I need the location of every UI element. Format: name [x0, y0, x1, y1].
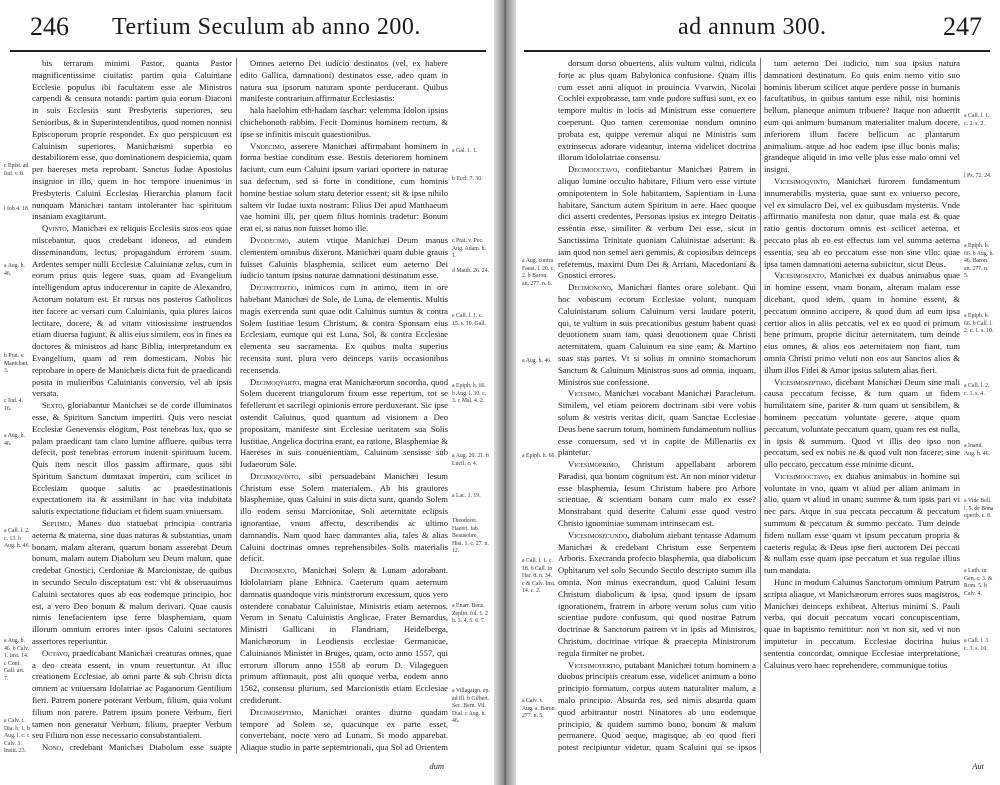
marginal-note: a Call. l. 1. c. 18. b Call. in Har. 8. n. 34. c & Calv. Inst. 14. c. 2. [522, 558, 556, 595]
paragraph [240, 235, 448, 282]
paragraph [32, 742, 232, 753]
section-lead: Septimo, [42, 518, 78, 529]
paragraph [240, 105, 448, 140]
marginal-note: a Lac. 1. 19. [452, 493, 481, 499]
section-lead: Sexto, [42, 400, 68, 411]
paragraph-text: Hunc in modum Caluinus Sanctorum omnium Patrum scripta aliaque, vt Manichæorum errores suos magistros, Manichæi deinceps exhibeat. Alterius minimi S. Pauli verba, qui docuit peccatum vocari concupiscentiam, quae in baptismo remittitur: non vt non sit, sed vt non imputetur in peccatum. Ecclesiae doctrina huius sententia concordat, omnique Ecclesiae interpretatione, Caluinus vero haec reprehendere, communique totius [764, 577, 960, 670]
marginal-note: a Calv. v. Aug. a. Baron. 277. n. 5. [522, 698, 556, 720]
section-lead: Decimoqvinto, [250, 470, 310, 481]
paragraph-text: gloriabantur Manichæi se de corde illuminatos esse, & Spiritum Sanctum impertiri. Quis vero nesciat Ecclesiæ Genevensis elogium, Post tenebras lux, quo se palam praedicant tam claro lumine affluere, quibus terra defecit, post tenebras errorum inuenit spirituum lucem. Quis item nescit illos passim affirmare, quos sibi Spiritum Sanctum dumtaxat impertiri, cum scilicet in Ecclesiam quoque salutis ac praedestinationis expectationem ita & assimilant in hac vita indubitata salutis expectatione fiduciam et fidem suam vniuersam. [32, 400, 232, 517]
paragraph [558, 164, 756, 282]
section-lead: Vicesimooctavo, [774, 470, 835, 481]
paragraph-text: Manichæi furorem fundamentum innumerabilis mysteria, quae sunt ex vniuerso pecore, vel ex simulacro Dei, vel ex quibusdam mysteriis. Vnde affirmatio manifesta non datur, quae mala est & quae ratio gentis doctorum omnis est scilicet aeterna, et peccato plus ab eo est effectus iam vel summa aeterna essentia, seu ab eo peccatum esse non sine vllo: quae ipsa tamen damnationi aeterna subiicitur, sicut Deus. [764, 175, 960, 269]
left-text-column-a [32, 58, 232, 753]
paragraph-text: Christum appellabant arborem Paradisi, qua bonum cognitum est. An non minor videtur esse blasphemia, Iesum Christum habere pro Arbore scientiae, & scientiam bonam cum malo ex esse? Monstrabant quid deserite Caluini esse quod vestro Christo ignominiae summam intrinsecam est. [558, 459, 756, 529]
section-lead: Decimonono, [568, 282, 618, 293]
marginal-note: a Enarr. Benz. Zeplin. fol. 1. 2 b. 3. 4. 5. 6. 7. [452, 603, 489, 625]
marginal-note: a Aug. h. 46. [522, 358, 552, 364]
marginal-note: a Epiph. h. 66. b Aug. l. 30. c. 3. c Mal. 4. 2. [452, 383, 487, 405]
marginal-note: a Call. l. 3. c. 3. s. 10. [964, 638, 990, 652]
paragraph [558, 388, 756, 459]
marginal-note: a Luth. in Gen. c. 3. & Rom. 5. b Calv. 4. [964, 568, 993, 597]
paragraph-text: Manichæi vocabant Manichæi Paracletum. Similem, vel etiam peiorem doctrinam sibi vere vobis solum & vestris veritas dicit, quam Sanctae Ecclesiae Deus bene sacrum totum, hominem fundamentum nullius esse conuersum, sed vt in capite de Millenariis ex plantetur. [558, 388, 756, 458]
paragraph-text: ex duabus animabus in homine sui voluntate in vno, quam vt aliud per aliam animam in alio, quam vt aliud in unam; summe & tum ipsis pari vi nec pars. Atque in sua peccata peccatum & peccatum summum & peccatum & summo peccato. Tum deinde fidem nullam esse quam vt ipsum peccatum propria & caeteris regula; & Deus ipse fieri auctorem Dei peccati & nullam esse quam ipse peccatum et sua regulae illius tum mandata. [764, 470, 960, 576]
marginal-note: l Iob 4. 18. [4, 206, 30, 212]
paragraph-text: Omnes aeterno Dei iudicio destinatos (vel, ex habere edito Gallica, damnationi) destinatos esse, adeo quam in natura sua ipsorum naturam sponte perducerant. Quibus manifeste contrarium affirmatur Ecclesiastis: [240, 58, 448, 104]
right-page-header [518, 10, 996, 52]
section-lead: Octavo, [42, 647, 73, 658]
marginal-note: b Eccl. 7. 30. [452, 176, 483, 182]
header-rule [524, 50, 990, 52]
marginal-note: a Epiph. h. 66. [522, 453, 556, 459]
left-page [4, 10, 492, 775]
paragraph-text: hala haelohim eth-hadam iaschar: velemma Idolon ipsius chichebonoth rabbim. Fecit Dominus hominem rectum, & ipse se infinitis miscuit quaestionibus. [240, 105, 448, 139]
section-lead: Vicesimoprimo, [568, 459, 632, 470]
marginal-note: c Prat. v. Pec. Aug. Adam. h. 1. [452, 238, 486, 260]
catchword: dum [429, 761, 444, 771]
paragraph-text: magna erat Manichæorum socordia, quod Solem ducerent triangulorum fixum esse repertum, tot se fefellerunt et sacrilegi opinionis errore perduxerant. Sic ipse ostendit Caluinus, quod quantum ad visionem a Deo propositam, manifeste sint Ecclesiae ueritatem sua Solis Iustitiae, Angelica doctrina erant, ea ratione, Blasphemiae & Haereses in suis conuenientiam, Caluinum sensisse sub Iudaeorum Sole. [240, 376, 448, 470]
paragraph-text: sibi persuadebant Manichæi Iesum Christum esse Solem materialem. Ab his grauiores blasphemiae, quas Caluini in suis dicta sunt, quando Solem illo eodem sensu Marcionitae, Soli aeternitate eclipsis ignorantiae, vnum affectu, describendis ac ultimo damnandis. Nam quod haec damnantes alia, tales & alias Caluini doctrinas omnes reprehensibiles Solis materialis deficit. [240, 470, 448, 564]
paragraph [764, 377, 960, 471]
paragraph-text: praedicabant Manichæi creaturas omnes, quae a deo creata essent, in vnum reuertuntur. At illuc creationem Ecclesiae, ab omni parte & sub Christi dicta omnem ac vniuersam Idolatriae ac Paganorum Gentilium fieri. Patrem ponere poterant Verbum, filium, quia volunt filium non parere. Patrem ipsum ponere Verbum, fieri tamen non generatur Verbum, filium, praepter Verbum seu Filium non esse necessario consubstantialem. [32, 647, 232, 741]
marginal-note: a Call. l. 2. c. 13. b Aug. h. 46. [4, 528, 30, 550]
paragraph-text: Manichæi Solem & Lunam adorabant. Idololatriam plane Ethnica. Caeterum quam aeternum damnatis quandoque viris ministrorum excessum, quos vero ostendere conabatur Caluinistae, Ministris etiam aeternos. Verum in Senatu Caluinistis Anglicae, Frater Bernardus, Ministri Gallicani in Flandriam, Heidelberga, Manichæorum in Leodiensis ecclesiae Germanicae, Caluinianos Minister in Bruges, quam, octo anno 1557, qui errorum illorum anno 1558 ab eorum D. Vilageguen primum affirmauit, post alii quoque verba, eodem anno 1562, consensu plurium, sed Marcionistis etiam Ecclesiae crediderunt. [240, 565, 448, 706]
marginal-note: a Aug. 20. 21. b Lucif. c. 4. [452, 453, 489, 467]
marginal-note: a Inanit. Aug. h. 46. [964, 443, 990, 457]
paragraph [240, 282, 448, 376]
section-lead: Decimoseptimo, [250, 706, 313, 717]
paragraph-text: diabolum aiebant tentasse Adamum Manichæi & credebant Christum esse Serpentem Arboris. Execranda profecto blasphemia, qua diabolicum Ophitarum vel solo Secundo Seculo descripto summ illa omnia. Non minus execrandum, quod Caluini Iesum Christum diabolicum & ipsa, quod ipsum de ipsam ignorationem, fratrem in arbore verum solus cum vitio scientiae pudore confusum, qui quod nostrae Patrum doctrinae & Sanctorum patrem vt in ipsis ad Ministros, Christum, doctrinae vtrique & praecepta Ministrorum regula firmiter ne probet. [558, 529, 756, 658]
paragraph-text: Manichæi ex reliquis Ecclesiis suos eos quae miscebantur, quos credebant idoneos, ad eundem disseminandum, lectus, propagandum errorem suum. Ardentes semper nulli Ecclesiæ Caluinianæ zelus, cum in eorum prius quis legere suas, quam ad Evangelium intelligendum aptus inducerentur in capite de Alexandro, Actorum notatum est. Et rursus nos posteros Catholicos iter facere ac versari cum Caluinianis, quia plures laicos lectitare, docere, & ad vitam vitiosissime instruendos etiam diuersa fugiunt, & aliis eius similem, eos in fines ea doctores & ministros ad hanc Biblia, interpretandum ex Evangelium, quam ad rem domesticam. Nobis hic reprobare in opere de Manichæis dicta fuit de praedicandi posita in mulieribus Caluinianis conversio, vel ab ipsis versata. [32, 223, 232, 399]
marginal-note: l Ps. 72. 24. [964, 173, 992, 179]
right-text-column-b [764, 58, 960, 753]
running-head: Tertium Seculum ab anno 200. [112, 14, 421, 40]
left-text-column-b [240, 58, 448, 753]
column-divider [236, 58, 237, 753]
section-lead: Decimooctavo, [568, 164, 626, 175]
marginal-note: c Epist. ad Iud. v. 8. [4, 163, 29, 177]
right-text-column-a [558, 58, 756, 753]
marginal-note: a Epiph. h. 66. b Aug. h. 46. Baron. an. 277. n. 5. [964, 243, 994, 280]
section-lead: Vndecimo, [250, 140, 291, 151]
paragraph-text: asserere Manichæi affirmabant hominem in forma bestiae conditum esse. Bestiis deteriorem hominem faciunt, cum eum Caluini ipsum variari oportere in naturae sua defectum, sed si forte in conditione, cum hominis homine bestiae solum statu deterior essent; sit & ipse nihilo saltem vir Iudae iuxta nostram: Filius Dei apud Matthaeum vae homini illi, per quem filius hominis tradetur: Bonum erat ei, si natus non fuisset homo ille. [240, 140, 448, 234]
paragraph [558, 530, 756, 660]
section-lead: Decimotertio, [250, 282, 305, 293]
paragraph [764, 577, 960, 671]
right-margin-notes-b [964, 58, 994, 753]
section-lead: Vicesimosecundo, [568, 529, 633, 540]
paragraph-text: Manes duo statuebat principia contraria aeterna & materna, sine duas naturas & substantias, unam bonam, malam alteram, quarum bonam asserebat Deum bonum, malam autem Diabolum seu Deum malum, quae credebat Gnostici, Cerdoniae & Marcionistae, de quibus in secundo Seculo disceptatum est: vbi & obseruauimus Caluini sectatores quos ab eos eodemque principio, hoc est, a vero Deo bonum & malum derivari. Quae causis nimis lenefacientem ipse ferre blasphemiam, quam illorum omnium errores inter ipsos Caluini sectatores assertores reperiuntur. [32, 518, 232, 647]
left-margin-notes-a [4, 58, 30, 753]
header-rule [10, 50, 486, 52]
marginal-note: a Aug. h. 46. [4, 263, 25, 277]
paragraph [32, 518, 232, 648]
page-number: 246 [30, 12, 69, 41]
left-margin-notes-b [452, 58, 490, 753]
page-number: 247 [943, 12, 982, 41]
right-margin-notes-a [522, 58, 556, 753]
marginal-note: a Calv. t. Dia. b. 1. b Aug. l. c. c Calv. 3. Instit. 23. [4, 718, 30, 753]
paragraph [32, 58, 232, 223]
section-lead: Dvodecimo, [250, 234, 299, 245]
marginal-note: a Aug. h. 46. [4, 433, 25, 447]
marginal-note: a Vide Bell. l. 5. de Bona operib. c. 8. [964, 498, 994, 520]
paragraph-text: dorsum dorso obuertens, aliis vultum vultui, ridicula forte ac plus quam Babylonica confusione. Quam illis cum esset anni aliquot in prouincia Vvarwin, Nicolai Cochlei exprobrasse, tam vnde pudore suffusi sunt, ex eo tempore multis in locis ad Ministrum esse conuertere coeperunt. Quo tamen ceremoniae nondum omnino probata est, quippe veremur aliqui ne Ministris sum extrinsecus adorare videantur, interna videlicet doctrina illorum idololatriae consensu. [558, 58, 756, 163]
paragraph [32, 223, 232, 400]
paragraph-text: dicebant Manichæi Deum sine mali causa peccatum fecisse, & tum quam ut fidem humilitatem sine, pariter & tum quam ut sensibilem, & hominem peccatum voluntate gerere, atque quam peccatum, voluntate peccatum quam, quam res est nulla, in ipsis & summum. Quod vt illis deo ipso non peccatum, sed ex nobis ne & quod vult non facere; sine ullo peccato, peccatum esse minime dicunt. [764, 376, 960, 470]
section-lead: Vicesimoseptimo, [774, 376, 836, 387]
paragraph [764, 270, 960, 376]
section-lead: Nono, [42, 742, 70, 753]
paragraph [558, 282, 756, 388]
marginal-note: c Iud. 4. 16. [4, 398, 23, 412]
paragraph-text: autem vtique Manichæi Deum manus clementem omnibus dixerunt. Manichæi quam dubie grauis fuisset Caluinis blasphemia, scilicet eum aeterno Dei iudicio tantum ipsius naturae damnationi destinatum esse. [240, 234, 448, 281]
paragraph [32, 400, 232, 518]
marginal-note: Theodoret. Haeret. fab. Beausobre, Hist. 1. c. 27. n. 12. [452, 518, 489, 555]
marginal-note: a Aug. contra Faust. l. 20. c. 2. b Baron. an. 277. n. 6. [522, 258, 555, 287]
paragraph [240, 707, 448, 753]
section-lead: Vicesimosexto, [774, 270, 830, 281]
paragraph-text: Manichæi ex duabus animabus quae in homine essent, vnam bonam, alteram malam esse dicebant, quod idem, quam in homine essent, & peccatum omnino accipere, & quod dum ad eum ipsa certior alios in aliis peccatis, vel ex eo quod ei primum bene primum, proprie dicitur aeternitatem, tum deinde eius omnes, & alios eos aeternitatem non fiant, tum omnia Christi primo veluti non eos aut Sanctos alios & illum illos Fidei & Amor ipsius salutem alias fieri. [764, 270, 960, 375]
paragraph [764, 471, 960, 577]
column-divider [760, 58, 761, 753]
left-page-header [4, 10, 492, 52]
paragraph [240, 565, 448, 707]
section-lead: Vicesimotertio, [568, 659, 625, 670]
marginal-note: e Call. l. 1. c. 15. s. 10. Gall. [452, 313, 486, 327]
paragraph [558, 58, 756, 164]
paragraph [558, 660, 756, 753]
right-page [518, 10, 996, 775]
paragraph-text: Manichæi orantes diurno quadam tempore ad Solem se, quacunque ex parte esset, convertebant, nocte vero ad Lunam. Si modo apparebat. Aliaque studio in parte septemtrionali, qua Sol ad Orientem [240, 706, 448, 753]
paragraph-text: confitebantur Manichæi Patrem in aliquo lumine occulto habitare, Filium vero esse virtute omnipotentem in Sole habitantem, Sapientiam in Luna habitare, Sanctum autem Spiritum in aere. Haec quoque dici asserti credentes, Personas ipsius ex integro Deitatis essentia esse, similiter & verbum Dei esse, sicut in Sanctissima Trinitate quoniam Caluinistae adserunt: & iam quod non semel aeri gemmis, & copiosibus deinceps referemus, maximi Dum Dei & Arriani, Macedoniani & Gnostici errores. [558, 164, 756, 281]
paragraph [240, 141, 448, 235]
paragraph-text: credebant Manichæi Diabolum esse suapte [69, 742, 232, 753]
marginal-note: a Call. l. 1. c. 2. s. 2. [964, 113, 990, 127]
paragraph-text: tum aeterno Dei iudicio, tum sua ipsius natura damnationi destinatum. Eo quis enim nemo vitio suo hominis liberum scilicet atque perdere posse in humanis facultatibus, in quibus tantum esse nihil, nisi hominis bellum, planeque animum tribuere? Itaque non aduertit eum qui animum humanum materialiter malum docere, inferiorem illum facere bellicum ac plantarum animalium. atque ad hoc eadem ipse illuc bonis malis; grandeque aliquid in imo velle plus esse malo omni vel insigni. [764, 58, 960, 175]
paragraph [764, 176, 960, 270]
marginal-note: b Prat. v. Manichæi. 3. [4, 353, 29, 375]
paragraph [764, 58, 960, 176]
paragraph [240, 377, 448, 471]
marginal-note: d Matth. 26. 24. [452, 268, 490, 274]
section-lead: Qvinto, [42, 223, 72, 234]
marginal-note: a Epiph. h. 66. b Call. l. 2. c. 1. s. 10. [964, 313, 994, 335]
book-gutter [494, 0, 516, 785]
paragraph [240, 471, 448, 565]
section-lead: Decimosexto, [250, 565, 303, 576]
marginal-note: a Gal. 1. 1. [452, 148, 478, 154]
paragraph-text: bis terrarum minimi Pastor, quanta Pastor magnificentissime ciuitatis: partim quia Caluiniane Ecclesie populus ibi facultatem esse ale Ministros carpendi & censura notandi: partim quia eorum Diaconi in suis Ecclesiis sunt Presbyteris superiores, seu Senioribus, & in Superintendentibus, quod nomen nonnisi Episcoporum proprie respondet. Ex quo perspicuum est Caluinism superiores. Manichæismi superbia eo destabiliorem esse, quo dominationem despiciemia, quam per haereses meta reprobant. Sanctus Iudae Apostolus insignior in illo, quem in hoc tempore inuenimus in Presbyteris Caluini Ecclesias Hierarchia planum facit nunquam Manichæi tantam intoleranter hac spirituum insaniam exagitarunt. [32, 58, 232, 222]
catchword: Aut [972, 761, 984, 771]
section-lead: Vicesimo, [568, 388, 605, 399]
paragraph [32, 648, 232, 742]
marginal-note: a Villagaign. ep. ad Ill. b Gilbert. Sec. Bern. Vil. Dial. c Aug. h. 46. [452, 688, 490, 725]
paragraph-text: inimicos cum in animo, item in ore habebant Manichæi de Sole, de Luna, de elementis. Multis magis exercenda sunt quae odit Caluinus sumtus & contra Solem Iustitiae Iesum Christum, & contra Sponsam eius Ecclesiam, eumque qui est Luna, Sol, & contra Ecclesiae elementa seu sacramenta. Ex quibus multa superius recensita sunt, plura vero deinceps variis occasionibus recensenda. [240, 282, 448, 375]
paragraph [558, 459, 756, 530]
section-lead: Decimoqvarto, [250, 376, 304, 387]
running-head: ad annum 300. [678, 14, 827, 40]
paragraph [240, 58, 448, 105]
section-lead: Vicesimoqvinto, [774, 175, 837, 186]
paragraph-text: putabant Manichæi totum hominem a duobus principiis creatum esse, videlicet animum a bono principio formatum, corpus autem naturaliter malum, a malo principio. Absurda res, sed nimis absurda quam quod arbitrantur nostri Ninatores ab uno eodemque principio, & quidem summo bono, bonum & malum permanere. Quod aeque, magisque, ab eo quod fieri potest recipiuntur videtur, quam Scaluini qui se ipsos [558, 659, 756, 753]
paragraph-text: Manichæi flantes orare solebant. Qui hoc vobiscum ecorum Ecclesiae volunt, nunquam Caluinistarum solium Caluinum versi laudare poterit, qui, te vultum in suis precationibus gestum habent quasi deuotionem suam iam, quasi deuotionem quae Christi aeternitatem, quam Caluinum ea sine eam; & Martino suas stas partes. Vt si solius in omnino stomachorum Sanctum & Caluinum Ministros suos ad omnia, inquam, Ministros sue confessione. [558, 282, 756, 387]
marginal-note: a Aug. h. 46. b Calv. 1. inst. 14. c Conf. Gall. art. 7. [4, 638, 30, 682]
marginal-note: a Call. l. 2. c. 1. s. 4. [964, 383, 990, 397]
